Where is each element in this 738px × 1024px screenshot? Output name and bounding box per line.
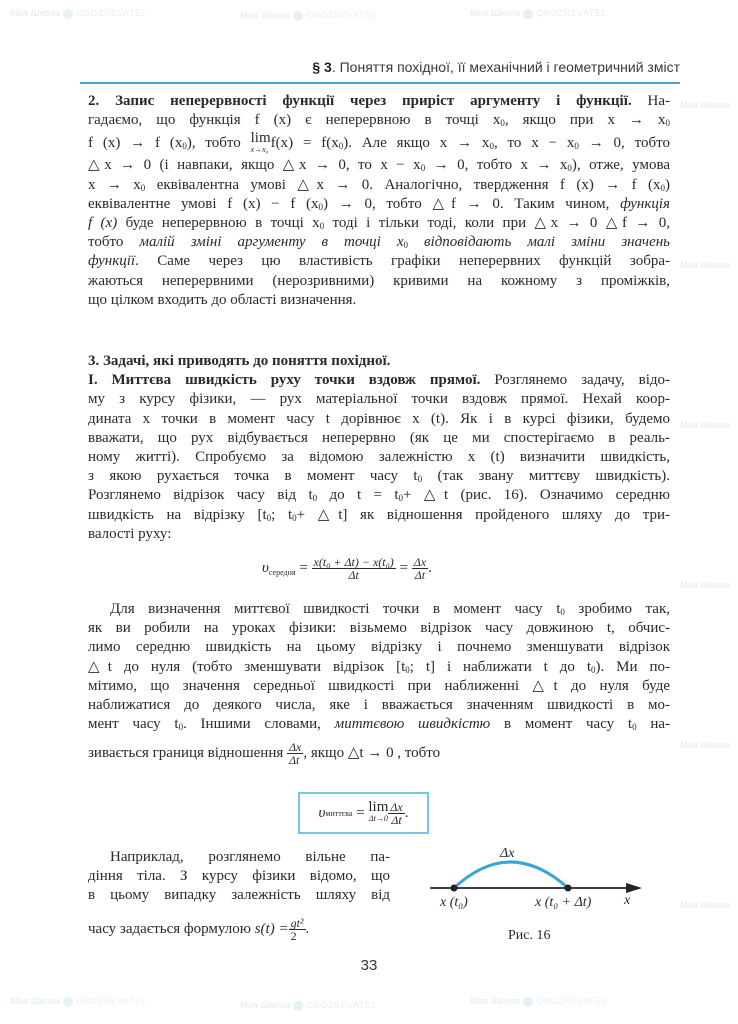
watermark-logo-icon — [523, 997, 533, 1007]
figure-right-label: x (t₀ + Δt) — [535, 895, 592, 910]
section-2: 2. Запис неперервності функції через приріст аргументу і функції. На- гадаємо, що функція f (x) є неперервною в точці $x_0$, якщо при $x \to x_0$ f (x) → f $(x_0)$, тобто lim x→x₀ $f(x) = f(x_0)$. Але якщо $x \to x_0$, то $x - x_0 \to 0$, тобто △x → 0 (і навпаки, якщо △x → 0, то $x - x_0 \to 0$, тобто $x \to x_0$), отже, умова $x \to x_0$ еквівалентна умові △x → 0. Аналогічно, твердження f (x) → f $(x_0)$ еквівалентне умові f (x) − f $(x_0) \to 0$, тобто △f → 0. Таким чином, функція f (x) буде неперервною в точці $x_0$ тоді і тільки тоді, коли при △x → 0 △f → 0, тобто малій зміні аргументу в точці $x_0$ відповідають малі зміни значень функції. Саме через цю властивість графіки неперервних функцій зобра- жаються неперервними (нерозривними) кривими на кожному з проміжків, що цілком входить до області визначення. — [88, 93, 671, 308]
section-title: . Поняття похідної, її механічний і геометричний зміст — [331, 59, 680, 75]
watermark: Моя Школа — [680, 260, 731, 270]
watermark: Моя Школа — [680, 740, 731, 750]
watermark: Моя Школа — [680, 100, 731, 110]
watermark: Моя Школа — [680, 420, 731, 430]
watermark: Моя Школа — [680, 900, 731, 910]
watermark-logo-icon — [63, 997, 73, 1007]
figure-delta-label: Δx — [500, 846, 515, 861]
point-start — [451, 885, 458, 892]
axis-arrow-icon — [626, 883, 642, 893]
point-end — [565, 885, 572, 892]
watermark: Моя Школа OBOZREVATEL — [240, 1000, 377, 1010]
paragraph-instantaneous: Для визначення миттєвої швидкості точки в момент часу $t_0$ зробимо так, як ви робили на уроках фізики: візьмемо відрізок часу довжиною t, обчис- лимо середню швидкість на цьому відрізку і почнемо зменшувати відрізок △t до нуля (тобто зменшувати відрізок [$t_0$; t] і наближати t до $t_0$). Ми по- мітимо, що значення середньої швидкості при наближенні △t до нуля буде наближатися до деякого числа, яке і вважається значенням швидкості в мо- мент часу $t_0$. Іншими словами, миттєвою швидкістю в момент часу $t_0$ на- зивається границя відношення $\frac{\Delta x}{\Delta t}$ , якщо △t → 0 , тобто — [88, 601, 671, 768]
subsection-heading: І. Миттєва швидкість руху точки вздовж прямої. — [88, 372, 481, 389]
running-header — [80, 59, 680, 75]
watermark: Моя Школа OBOZREVATEL — [10, 996, 147, 1006]
watermark: Моя Школа OBOZREVATEL — [240, 10, 377, 20]
page-number: 33 — [360, 957, 378, 974]
section-mark: § 3 — [312, 59, 332, 75]
watermark-logo-icon — [293, 1001, 303, 1011]
header-rule — [80, 82, 680, 84]
watermark-logo-icon — [523, 9, 533, 19]
watermark: Моя Школа OBOZREVATEL — [10, 8, 147, 18]
watermark-logo-icon — [63, 9, 73, 19]
paragraph-free-fall: Наприклад, розглянемо вільне па- діння тіла. З курсу фізики відомо, що в цьому випадку залежність шляху від часу задається формулою s(t) = $\frac{\text{gt²}}{2}$ . — [88, 849, 390, 943]
section-3-heading: 3. Задачі, які приводять до поняття похідної. — [88, 353, 391, 369]
figure-16 — [420, 840, 650, 900]
watermark: Моя Школа — [680, 580, 731, 590]
section-2-heading: 2. Запис неперервності функції через приріст аргументу і функції. — [88, 93, 632, 109]
average-velocity-formula: $\upsilon_{середня}$ = $\frac{\text{x(t₀ + Δt) − x(t₀)}}{\Delta t}$ = $\frac{\Delta x}{\Delta t}$ . — [262, 555, 432, 582]
watermark: Моя Школа OBOZREVATEL — [470, 996, 607, 1006]
figure-axis-label: x — [624, 893, 631, 908]
figure-caption: Рис. 16 — [508, 928, 551, 943]
section-3: 3. Задачі, які приводять до поняття похідної. І. Миттєва швидкість руху точки вздовж прямої. Розглянемо задачу, відо- му з курсу фізики, — рух матеріальної точки вздовж прямої. Нехай коор- дината x точки в момент часу t дорівнює x (t). Як і в курсі фізики, будемо вважати, що рух відбувається неперервно (як це ми спостерігаємо в реаль- ному житті). Спробуємо за відомою залежністю x (t) визначити швидкість, з якою рухається точка в момент часу $t_0$ (так звану миттєву швидкість). Розглянемо відрізок часу від $t_0$ до $t = t_0+$ △t (рис. 16). Означимо середню швидкість на відрізку [$t_0$; $t_0+$ △t] як відношення пройденого шляху до три- валості руху: — [88, 353, 670, 542]
limit-expression: lim x→x₀ — [250, 129, 271, 154]
figure-left-label: x (t₀) — [440, 895, 468, 910]
delta-arc — [454, 862, 568, 888]
instantaneous-velocity-formula: υ миттєва = lim Δt→0 $\frac{\Delta x}{\Delta t}$ . — [298, 792, 429, 834]
watermark-logo-icon — [293, 11, 303, 21]
watermark: Моя Школа OBOZREVATEL — [470, 8, 607, 18]
